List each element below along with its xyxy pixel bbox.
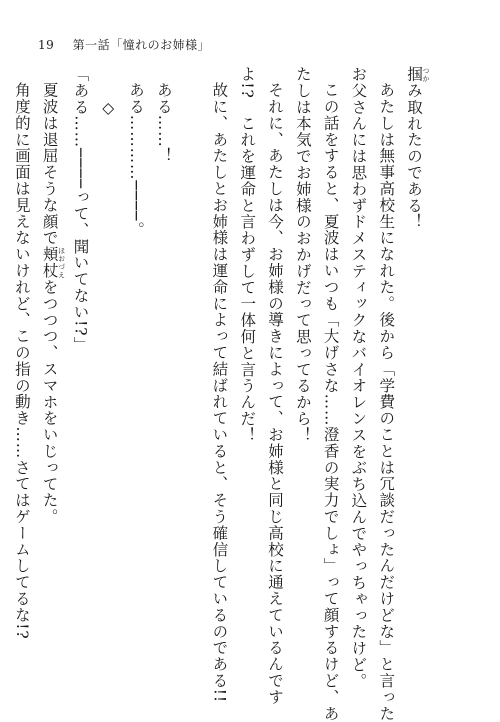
page-number: 19 [38,38,55,52]
text-line: あたしは無事高校生になれた。後から「学費のことは冗談だったんだけどな」と言った [377,82,396,722]
text-line: ◇ [99,98,118,118]
ruby-annotation: 掴 つか [405,66,430,83]
text-line [177,66,205,666]
text-line: この話をすると、夏波はいつも「大げさな……澄香の実力でしょ」って顔するけど、あ [321,82,340,722]
text-line: 故に、あたしとお姉様は運命によって結ばれていると、そう確信しているのである!! [210,82,229,704]
text-line: ある…………────。 [127,82,146,239]
text-line: 夏波は退屈そうな顔で頬杖 ほおづえをつつつ、スマホをいじってた。 [40,82,66,526]
text-line: それに、あたしは今、お姉様の導きによって、お姉様と同じ高校に通えているんです [266,82,285,706]
text-line: よ!? これを運命と言わずして一体何と言うんだ！ [238,66,257,444]
text-line: 掴 つかみ取れたのである！ [405,66,430,231]
text-line: お父さんには思わずドメスティックなバイオレンスをぶち込んでやっちゃったけど。 [349,66,368,690]
vertical-body-text [12,66,430,722]
text-line: ある……！ [154,82,173,165]
chapter-title: 第一話「憧れのお姉様」 [72,38,211,52]
text-line: 角度的に画面は見えないけれど、この指の動き……さてはゲームしてるな!? [12,82,31,640]
text-line: たしは本気でお姉様のおかげだって思ってるから！ [293,66,312,444]
ruby-annotation: 頬杖 ほおづえ [40,246,66,280]
running-header [38,36,210,53]
text-line: 「ある……────って、聞いてない!?」 [71,66,90,353]
